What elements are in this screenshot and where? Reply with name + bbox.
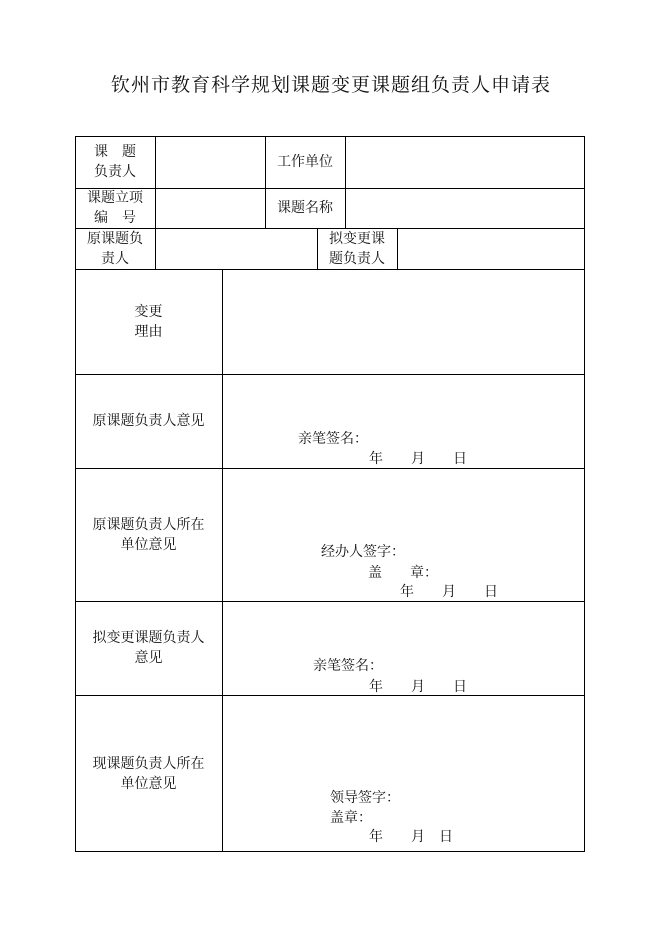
project-number-field[interactable] (156, 189, 264, 227)
label-line: 编 号 (94, 210, 136, 226)
seal-label: 盖章： (330, 810, 372, 826)
date-label: 年 月 日 (400, 584, 498, 600)
current-unit-opinion-label (75, 695, 222, 852)
label-line: 意见 (134, 650, 163, 666)
new-leader-label (317, 228, 397, 269)
new-leader-field[interactable] (398, 229, 584, 268)
label-line: 单位意见 (120, 775, 177, 792)
seal-label: 盖 章： (368, 565, 438, 581)
work-unit-label: 工作单位 (277, 154, 333, 170)
work-unit-field[interactable] (346, 137, 584, 187)
project-name-field[interactable] (346, 189, 584, 227)
label-line: 题负责人 (329, 250, 385, 267)
label-line: 课题立项 (87, 190, 143, 206)
reason-field[interactable] (223, 270, 584, 373)
label-line: 课 题 (94, 144, 136, 160)
date-label: 年 月 日 (369, 679, 467, 695)
original-leader-label (75, 228, 155, 269)
applicant-label (75, 136, 155, 188)
applicant-field[interactable] (156, 137, 264, 187)
label-line: 原课题负 (87, 230, 143, 247)
label-line: 拟变更课 (329, 230, 385, 247)
label-line: 责人 (101, 250, 129, 267)
label-line: 原课题负责人所在 (92, 516, 205, 533)
original-leader-field[interactable] (156, 229, 316, 268)
project-number-label (75, 188, 155, 228)
label-line: 单位意见 (120, 536, 177, 553)
new-leader-opinion-label (75, 601, 222, 695)
original-unit-opinion-label (75, 468, 222, 601)
project-name-label: 课题名称 (277, 200, 333, 216)
label-line: 理由 (134, 323, 163, 340)
label-line: 现课题负责人所在 (92, 755, 205, 772)
signature-label: 亲笔签名： (313, 658, 383, 674)
handler-signature-label: 经办人签字： (321, 544, 405, 560)
original-opinion-label: 原课题负责人意见 (92, 413, 205, 429)
signature-label: 亲笔签名： (298, 431, 368, 447)
leader-signature-label: 领导签字： (330, 790, 400, 806)
date-label: 年 月 日 (369, 451, 467, 467)
label-line: 拟变更课题负责人 (92, 630, 205, 646)
reason-label (75, 269, 222, 374)
label-line: 变更 (134, 303, 163, 320)
form-title: 钦州市教育科学规划课题变更课题组负责人申请表 (110, 74, 551, 96)
label-line: 负责人 (94, 164, 136, 180)
date-label: 年 月 日 (369, 829, 453, 845)
